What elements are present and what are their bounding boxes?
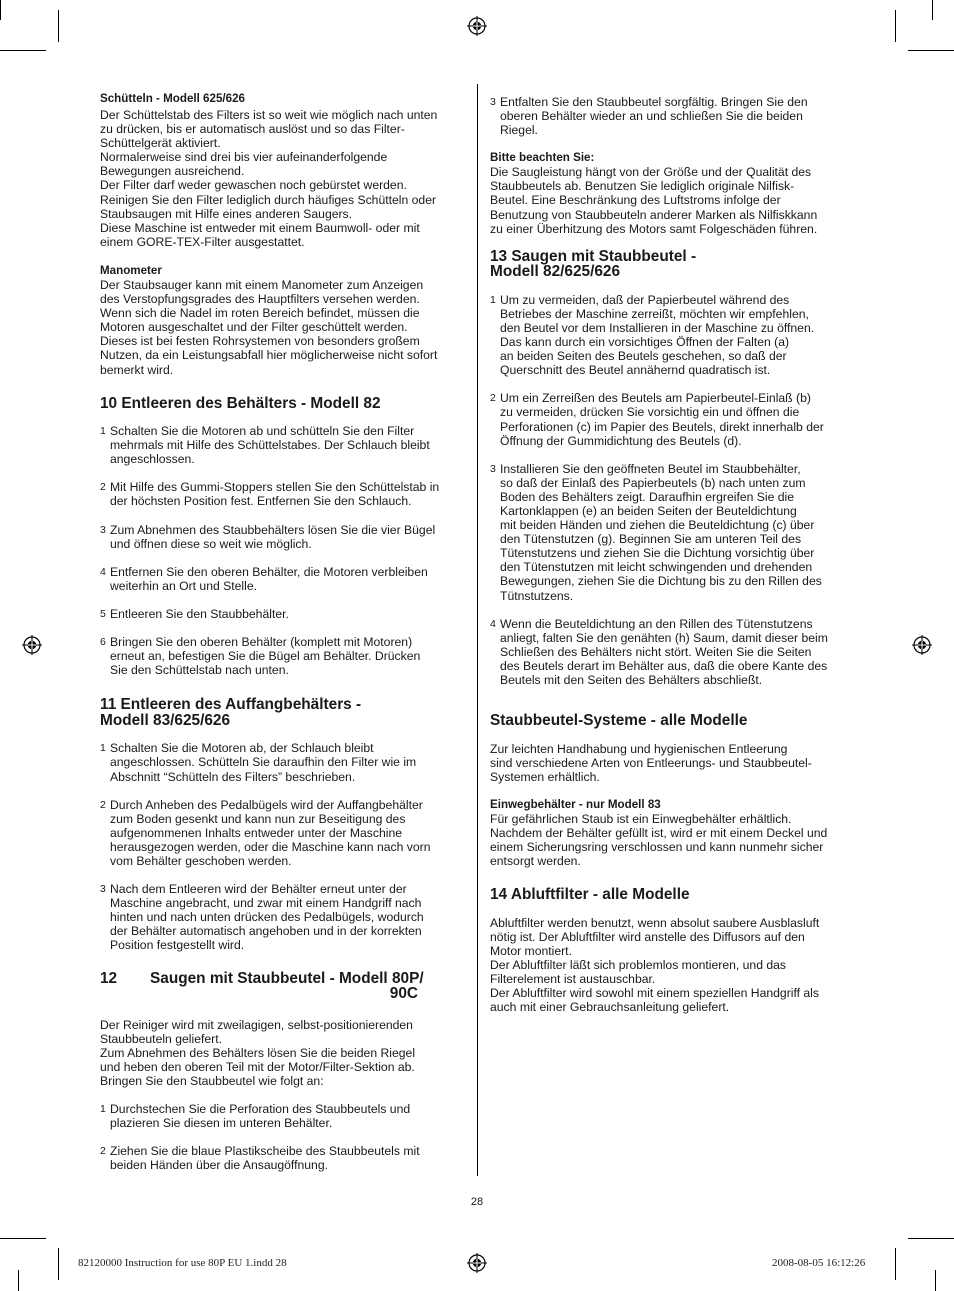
heading-section-11: 11 Entleeren des Auffangbehälters - Modell 83/625/626 (100, 696, 362, 729)
list-item: 3 Installieren Sie den geöffneten Beutel im Staubbehälter, so daß der Einlaß des Papierbeutels (b) nach unten zum Boden des Behälters zeigt. Daraufhin ergreifen Sie die Kartonklappen (e) an beiden Seiten der Beuteldichtung mit beiden Händen und ziehen die Beuteldichtung (c) über den Tütenstutzen (g). Beginnen Sie am unteren Teil des Tütenstutzens und ziehen Sie die Dichtung vorsichtig über den Tütenstutzen mit leicht schwingenden und drehenden Bewegungen, ziehen Sie die Dichtung bis zu den Rillen des Tütnstutzens. (490, 461, 822, 603)
subheading-note: Bitte beachten Sie: (490, 151, 595, 165)
paragraph-bag-systems: Zur leichten Handhabung und hygienischen Entleerung sind verschiedene Arten von Entleerungs- und Staubbeutel- Systemen erhältlich. (490, 741, 812, 784)
crop-mark (895, 10, 896, 42)
registration-mark-icon (912, 635, 932, 655)
list-item: 4 Wenn die Beuteldichtung an den Rillen des Tütenstutzens anliegt, falten Sie den genähten (h) Saum, damit dieser beim Schließen des Behälters nicht stört. Weiten Sie die Seiten des Beutels derart im Behälter aus, daß die obere Kante des Beutels mit den Seiten des Behälters abschließt. (490, 616, 828, 687)
crop-mark (932, 0, 933, 20)
slug-timestamp: 2008-08-05 16:12:26 (772, 1257, 866, 1269)
paragraph-section-14: Abluftfilter werden benutzt, wenn absolut saubere Ausblasluft nötig ist. Der Abluftfilter wird anstelle des Diffusors auf den Motor montiert. Der Abluftfilter läßt sich problemlos montieren, und das Filterelement ist austauschbar. Der Abluftfilter wird sowohl mit einem speziellen Handgriff als auch mit einer Gebrauchsanleitung geliefert. (490, 915, 820, 1015)
list-item: 2 Um ein Zerreißen des Beutels am Papierbeutel-Einlaß (b) zu vermeiden, drücken Sie vorsichtig ein und öffnen die Perforationen (c) im Papier des Beutels, direkt innerhalb der Öffnung der Gummidichtung des Beutels (d). (490, 391, 824, 448)
paragraph-manometer: Der Staubsauger kann mit einem Manometer zum Anzeigen des Verstopfungsgrades des Hauptfilters versehen werden. Wenn sich die Nadel im roten Bereich befindet, müssen die Motoren ausgeschaltet und der Filter geschüttelt werden. Dieses ist bei festen Rohrsystemen von besonders großem Nutzen, da ein Leistungsabfall hier möglicherweise nicht sofort bemerkt wird. (100, 277, 438, 377)
crop-mark (0, 50, 46, 51)
list-item: 1 Schalten Sie die Motoren ab und schütteln Sie den Filter mehrmals mit Hilfe des Schüttelstabes. Der Schlauch bleibt angeschlossen. (100, 424, 430, 467)
crop-mark (0, 1238, 46, 1239)
registration-mark-icon (467, 16, 487, 36)
crop-mark (58, 10, 59, 42)
crop-mark (58, 1248, 59, 1280)
list-section-13 (490, 293, 856, 687)
heading-text: Saugen mit Staubbeutel - Modell 80P/ (150, 969, 424, 987)
slug-file-info: 82120000 Instruction for use 80P EU 1.indd 28 (78, 1257, 287, 1269)
list-item: 5 Entleeren Sie den Staubbehälter. (100, 606, 289, 621)
list-item: 3 Zum Abnehmen des Staubbehälters lösen Sie die vier Bügel und öffnen diese so weit wie möglich. (100, 522, 436, 551)
subheading-disposable-container: Einwegbehälter - nur Modell 83 (490, 797, 661, 811)
crop-mark (895, 1248, 896, 1280)
subheading-shaking: Schütteln - Modell 625/626 (100, 92, 245, 105)
heading-section-13: 13 Saugen mit Staubbeutel - Modell 82/625/626 (490, 247, 697, 281)
paragraph-disposable-container: Für gefährlichen Staub ist ein Einwegbehälter erhältlich. Nachdem der Behälter gefüllt ist, wird er mit einem Deckel und einem Sicherungsring verschlossen und kann nunmehr sicher entsorgt werden. (490, 811, 828, 869)
crop-mark (908, 50, 954, 51)
paragraph-shaking: Der Schüttelstab des Filters ist so weit wie möglich nach unten zu drücken, bis er automatisch auslöst und so das Filter- Schüttelgerät aktiviert. Normalerweise sind drei bis vier aufeinanderfolgende Bewegungen ausreichend. Der Filter darf weder gewaschen noch gebürstet werden. Reinigen Sie den Filter lediglich durch häufiges Schütteln oder Staubsaugen mit Hilfe eines anderen Saugers. Diese Maschine ist entweder mit einem Baumwoll- oder mit einem GORE-TEX-Filter ausgestattet. (100, 108, 438, 249)
list-item: 4 Entfernen Sie den oberen Behälter, die Motoren verbleiben weiterhin an Ort und Stelle. (100, 564, 428, 593)
subheading-manometer: Manometer (100, 263, 162, 277)
list-item: 3 Nach dem Entleeren wird der Behälter erneut unter der Maschine angebracht, und zwar mit einem Handgriff nach hinten und nach unten drücken des Pedalbügels, wodurch der Behälter automatisch angehoben und in der korrekten Position festgestellt wird. (100, 882, 424, 953)
list-item: 1 Um zu vermeiden, daß der Papierbeutel während des Betriebes der Maschine zerreißt, möchten wir empfehlen, den Beutel vor dem Installieren in der Maschine zu öffnen. Das kann durch ein vorsichtiges Öffnen der Falten (a) an beiden Seiten des Beutels geschehen, so daß der Querschnitt des Beutel annähernd quadratisch ist. (490, 292, 815, 378)
list-item: 2 Durch Anheben des Pedalbügels wird der Auffangbehälter zum Boden gesenkt und kann nun zur Beseitigung des aufgenommenen Inhalts entweder unter der Maschine herausgezogen werden, oder die Maschine kann nach vorn vom Behälter geschoben werden. (100, 797, 431, 868)
list-section-12 (100, 1102, 466, 1172)
list-item: 1 Durchstechen Sie die Perforation des Staubbeutels und plazieren Sie diesen im unteren Behälter. (100, 1102, 411, 1131)
registration-mark-icon (467, 1253, 487, 1273)
heading-number: 12 (100, 969, 118, 987)
registration-mark-icon (22, 635, 42, 655)
list-item: 6 Bringen Sie den oberen Behälter (komplett mit Motoren) erneut an, befestigen Sie die Bügel am Behälter. Drücken Sie den Schüttelstab nach unten. (100, 635, 421, 678)
heading-continuation: 90C (389, 985, 418, 1003)
list-item: 3 Entfalten Sie den Staubbeutel sorgfältig. Bringen Sie den oberen Behälter wieder an und schließen Sie die beiden Riegel. (490, 95, 808, 138)
heading-section-12 (100, 971, 466, 1002)
heading-section-10: 10 Entleeren des Behälters - Modell 82 (100, 394, 381, 412)
right-column (490, 92, 856, 1014)
page-number: 28 (470, 1196, 484, 1208)
crop-mark (935, 1270, 936, 1291)
heading-bag-systems: Staubbeutel-Systeme - alle Modelle (490, 712, 748, 730)
crop-mark (18, 1270, 19, 1291)
list-item: 2 Ziehen Sie die blaue Plastikscheibe des Staubbeutels mit beiden Händen über die Ansaugöffnung. (100, 1144, 420, 1173)
left-column (100, 92, 466, 1172)
list-section-11 (100, 741, 466, 952)
heading-section-14: 14 Abluftfilter - alle Modelle (490, 886, 690, 904)
paragraph-note: Die Saugleistung hängt von der Größe und der Qualität des Staubbeutels ab. Benutzen Sie lediglich originale Nilfisk- Beutel. Eine Beschränkung des Luftstroms infolge der Benutzung von Staubbeuteln anderer Marken als Nilfiskkann zu einer Überhitzung des Motors samt Folgeschäden führen. (490, 165, 818, 236)
list-item: 1 Schalten Sie die Motoren ab, der Schlauch bleibt angeschlossen. Schütteln Sie daraufhin den Filter wie im Abschnitt “Schütteln des Filters” beschrieben. (100, 741, 417, 784)
column-divider (477, 84, 478, 1176)
list-item: 2 Mit Hilfe des Gummi-Stoppers stellen Sie den Schüttelstab in der höchsten Position fest. Entfernen Sie den Schlauch. (100, 480, 440, 509)
list-section-10 (100, 424, 466, 677)
paragraph-section-12: Der Reiniger wird mit zweilagigen, selbst-positionierenden Staubbeuteln geliefert. Zum Abnehmen des Behälters lösen Sie die beiden Riegel und heben den oberen Teil mit der Motor/Filter-Sektion ab. Bringen Sie den Staubbeutel wie folgt an: (100, 1017, 416, 1088)
crop-mark (0, 0, 1, 20)
crop-mark (908, 1238, 954, 1239)
